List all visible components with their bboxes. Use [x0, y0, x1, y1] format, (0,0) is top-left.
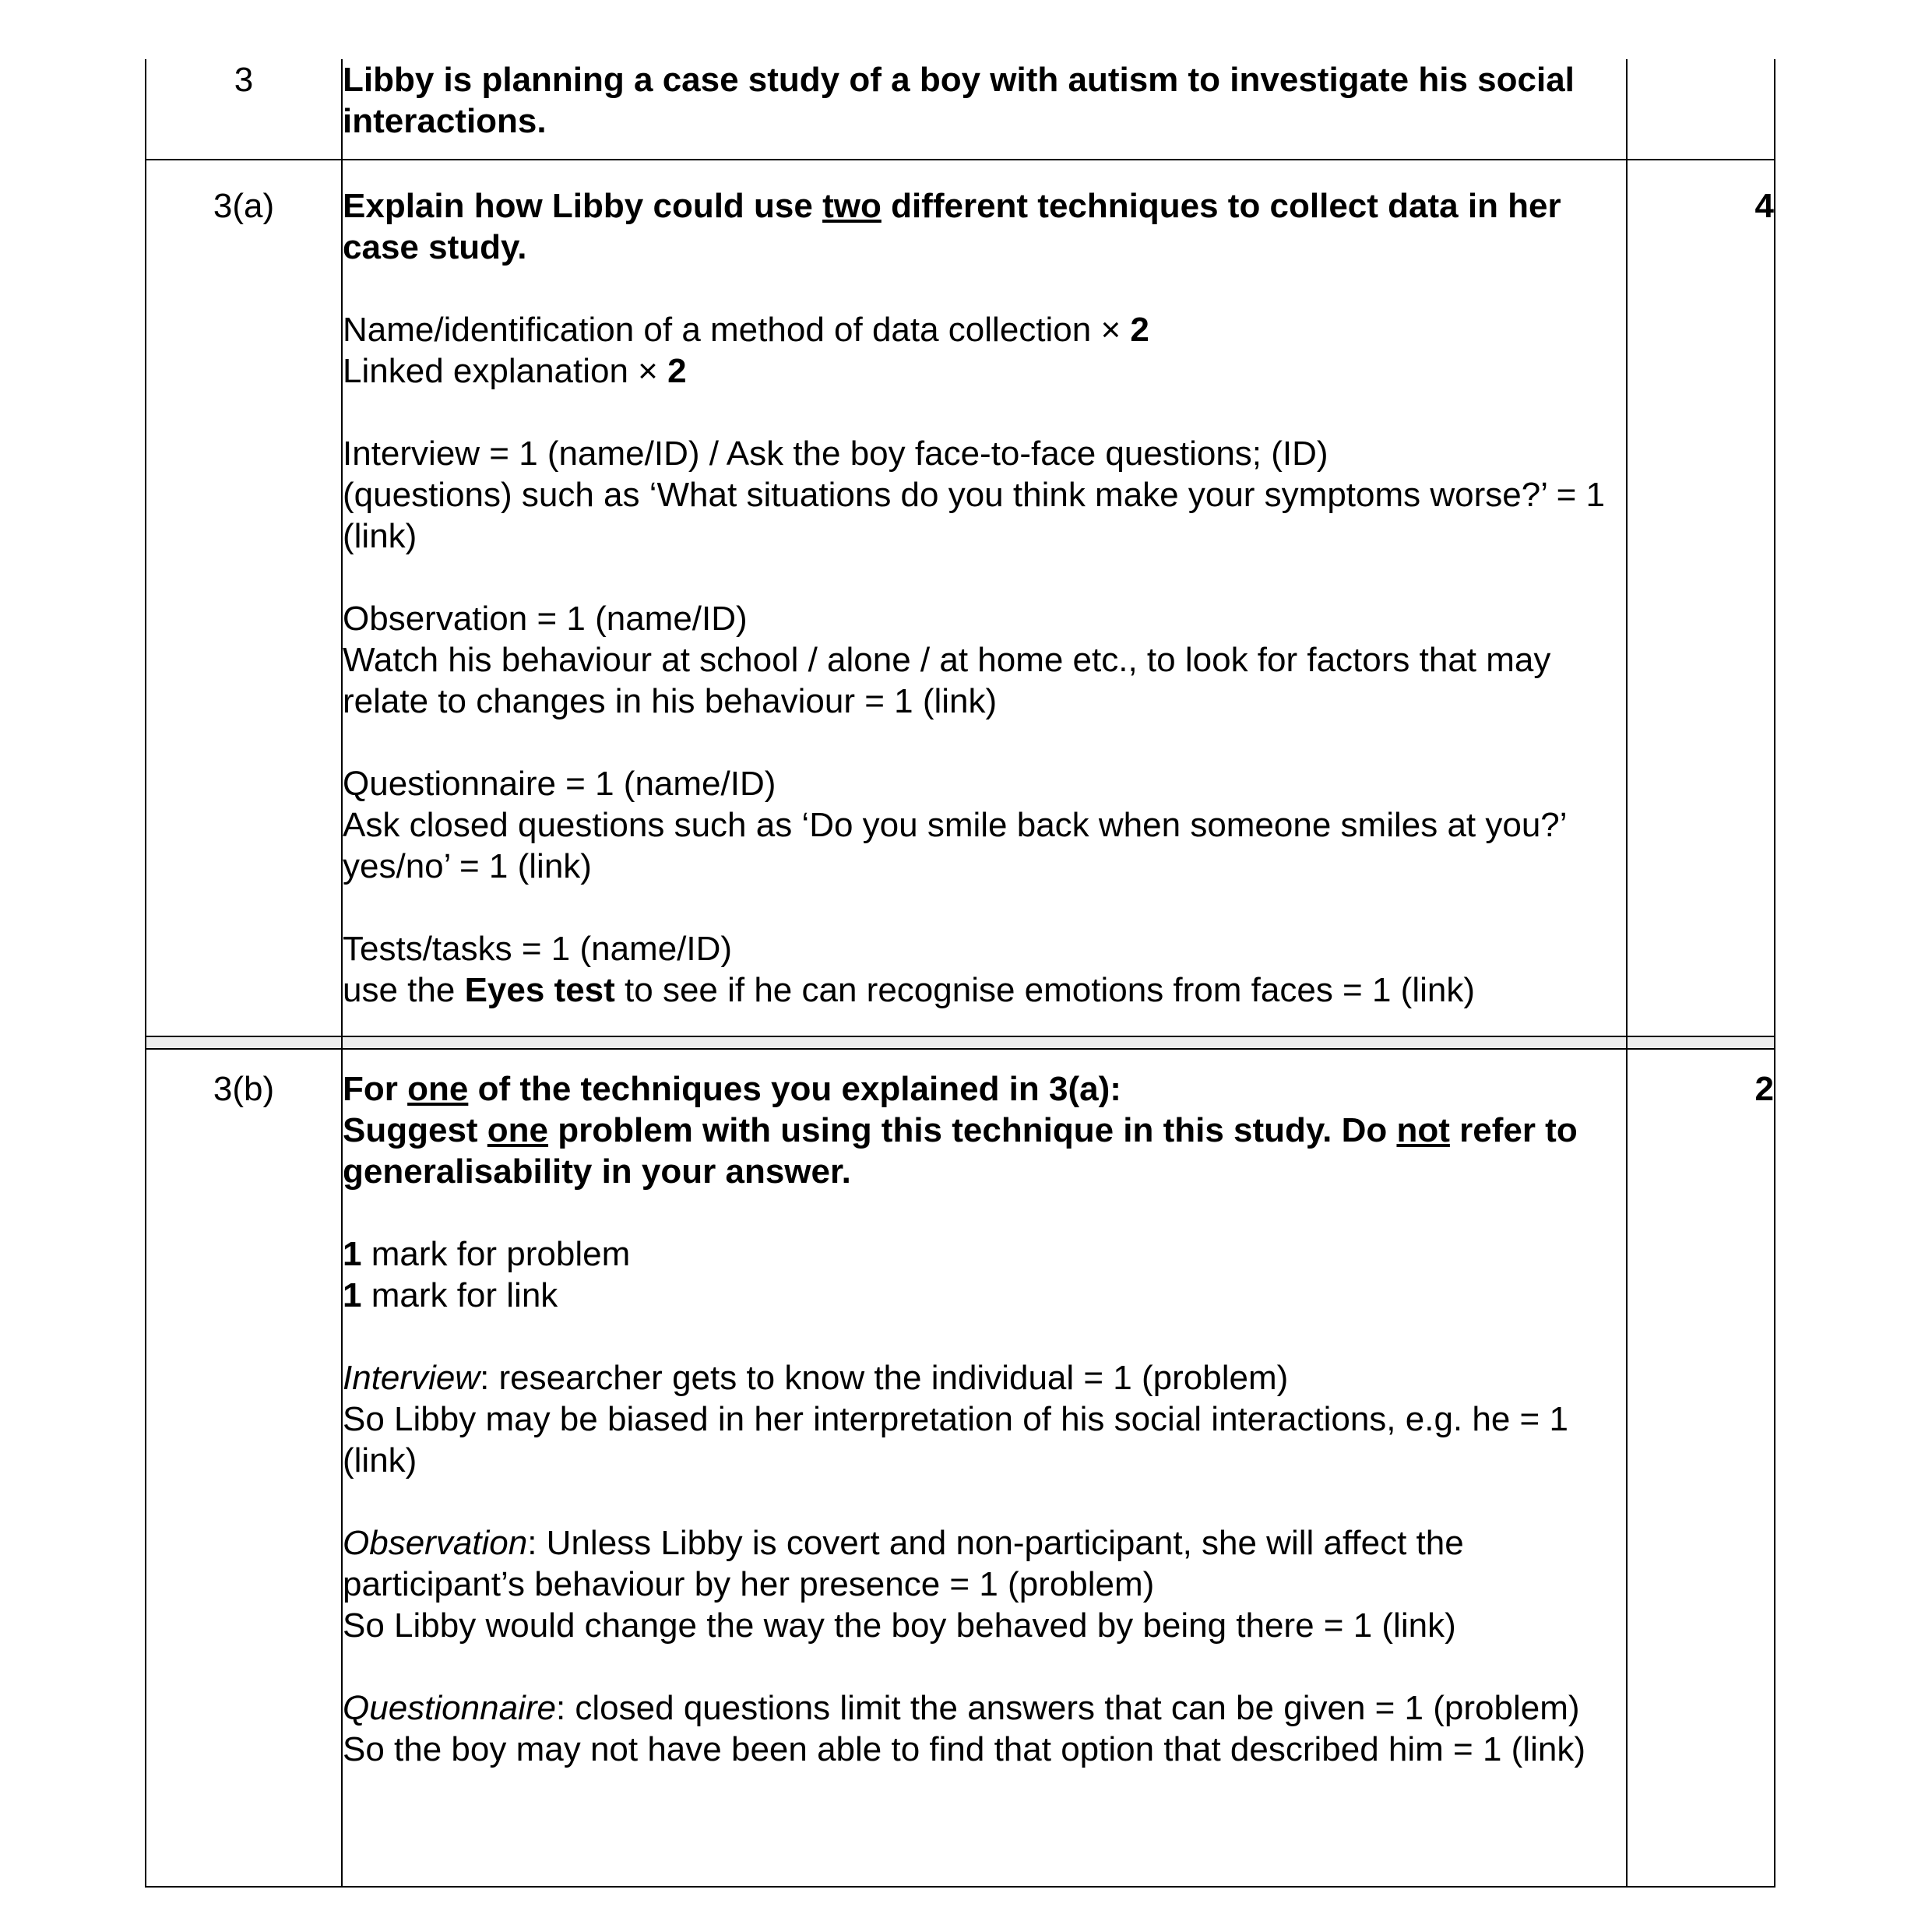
marking-guide-line	[343, 1233, 1626, 1275]
guide-count: 2	[667, 352, 687, 390]
question-text-part: refer to generalisability in your answer.	[343, 1111, 1578, 1191]
guide-count: 2	[1130, 311, 1149, 349]
answer-text-part: : researcher gets to know the individual = 1 (problem)	[480, 1359, 1289, 1397]
separator-cell	[146, 1036, 342, 1049]
answer-interview-id: Interview = 1 (name/ID) / Ask the boy face-to-face questions; (ID)	[343, 435, 1328, 473]
answer-observation-link: Watch his behaviour at school / alone / at home etc., to look for factors that may relate to changes in his behaviour = 1 (link)	[343, 641, 1551, 720]
marks-cell: 2	[1627, 1049, 1775, 1887]
question-3a-content	[342, 160, 1627, 1036]
question-3-row	[146, 59, 1775, 160]
answer-observation-link: So Libby would change the way the boy behaved by being there = 1 (link)	[343, 1606, 1456, 1645]
question-text-part: of the techniques you explained in 3(a):	[468, 1070, 1121, 1108]
answer-interview-link: (questions) such as ‘What situations do you think make your symptoms worse?’ = 1 (link)	[343, 476, 1605, 555]
question-3b-line-2	[343, 1110, 1626, 1192]
question-text-emphasis: not	[1396, 1111, 1450, 1149]
question-stem	[342, 59, 1627, 160]
answer-text-emphasis: Eyes test	[464, 971, 615, 1009]
question-3b-row	[146, 1049, 1775, 1887]
question-3a-row	[146, 160, 1775, 1036]
question-3-stem: Libby is planning a case study of a boy with autism to investigate his social interactions.	[343, 61, 1575, 140]
answer-questionnaire-problem	[343, 1687, 1626, 1729]
marks-cell	[1627, 59, 1775, 160]
answer-tests-id: Tests/tasks = 1 (name/ID)	[343, 930, 733, 968]
question-text-emphasis: two	[822, 187, 882, 225]
marks-cell: 4	[1627, 160, 1775, 1036]
mark-scheme-page	[145, 59, 1774, 1888]
mark-scheme-table	[145, 59, 1775, 1888]
question-text-part: different techniques to collect data in her case study.	[343, 187, 1561, 266]
answer-observation-id: Observation = 1 (name/ID)	[343, 600, 748, 638]
answer-text-part: use the	[343, 971, 465, 1009]
answer-tests-link	[343, 969, 1626, 1011]
row-separator	[146, 1036, 1775, 1049]
marking-guide-line	[343, 350, 1626, 392]
marking-guide-line	[343, 1275, 1626, 1316]
question-3b-content	[342, 1049, 1627, 1887]
answer-observation-problem	[343, 1522, 1626, 1605]
separator-cell	[342, 1036, 1627, 1049]
answer-interview-link: So Libby may be biased in her interpretation of his social interactions, e.g. he = 1 (link)	[343, 1400, 1568, 1479]
guide-text: mark for problem	[361, 1235, 631, 1273]
answer-questionnaire-link: So the boy may not have been able to find that option that described him = 1 (link)	[343, 1730, 1585, 1768]
question-number: 3(a)	[146, 160, 342, 1036]
question-3a-text	[343, 185, 1626, 268]
question-text-part: For	[343, 1070, 408, 1108]
guide-count: 1	[343, 1276, 362, 1314]
marking-guide-line	[343, 309, 1626, 350]
guide-count: 1	[343, 1235, 362, 1273]
question-text-emphasis: one	[487, 1111, 549, 1149]
technique-label: Observation	[343, 1524, 528, 1562]
answer-text-part: : Unless Libby is covert and non-participant, she will affect the participant’s behaviour by her presence = 1 (problem)	[343, 1524, 1464, 1603]
technique-label: Interview	[343, 1359, 480, 1397]
guide-text: Linked explanation ×	[343, 352, 668, 390]
question-3b-line-1	[343, 1068, 1626, 1110]
answer-interview-problem	[343, 1357, 1626, 1399]
answer-text-part: to see if he can recognise emotions from faces = 1 (link)	[614, 971, 1475, 1009]
answer-questionnaire-link: Ask closed questions such as ‘Do you smile back when someone smiles at you?’ yes/no’ = 1 (link)	[343, 806, 1566, 885]
separator-cell	[1627, 1036, 1775, 1049]
answer-text-part: : closed questions limit the answers that can be given = 1 (problem)	[555, 1689, 1580, 1727]
guide-text: Name/identification of a method of data collection ×	[343, 311, 1131, 349]
question-text-part: problem with using this technique in this study. Do	[548, 1111, 1397, 1149]
question-number: 3(b)	[146, 1049, 342, 1887]
guide-text: mark for link	[361, 1276, 558, 1314]
question-text-emphasis: one	[407, 1070, 469, 1108]
question-text-part: Suggest	[343, 1111, 487, 1149]
question-text-part: Explain how Libby could use	[343, 187, 823, 225]
answer-questionnaire-id: Questionnaire = 1 (name/ID)	[343, 765, 776, 803]
question-number: 3	[146, 59, 342, 160]
technique-label: Questionnaire	[343, 1689, 556, 1727]
